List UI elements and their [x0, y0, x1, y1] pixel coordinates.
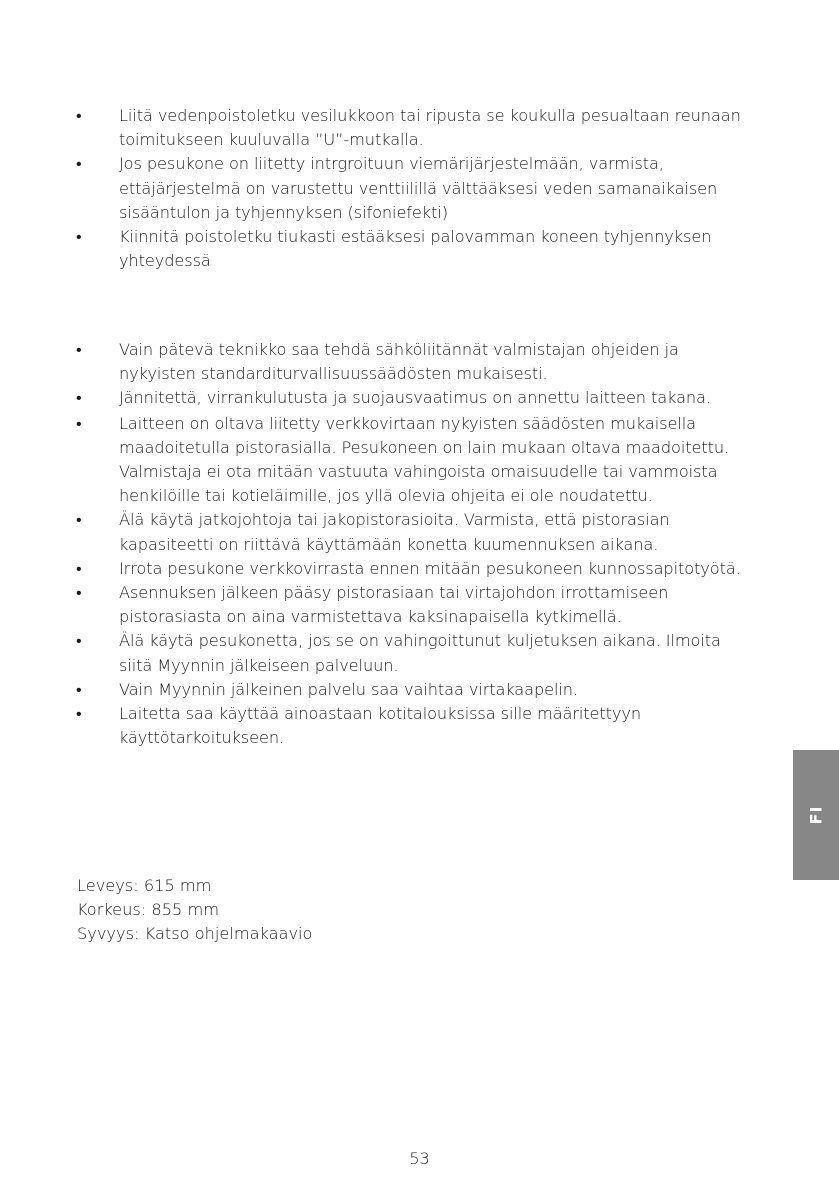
dimension-width: Leveys: 615 mm	[77, 876, 212, 895]
dimension-height: Korkeus: 855 mm	[77, 900, 219, 920]
list-item	[76, 508, 756, 556]
list-item	[76, 152, 756, 225]
dimension-depth: Syvyys: Katso ohjelmakaavio	[77, 924, 313, 944]
bullet-icon: •	[76, 631, 82, 651]
bullet-icon: •	[76, 227, 82, 247]
bullet-icon: •	[76, 583, 82, 603]
list-item	[76, 629, 756, 677]
list-item-text: Älä käytä jatkojohtoja tai jakopistorasioita. Varmista, että pistorasian kapasiteetti on riittävä käyttämään konetta kuumennuksen aikana.	[119, 510, 670, 554]
dimensions-block	[77, 874, 312, 947]
list-item-text: Jännitettä, virrankulutusta ja suojausvaatimus on annettu laitteen takana.	[119, 388, 711, 408]
list-item	[76, 412, 756, 509]
bullet-icon: •	[76, 106, 82, 125]
bullet-icon: •	[76, 558, 82, 578]
drainage-instructions-list	[76, 104, 756, 273]
list-item	[76, 225, 756, 273]
list-item	[76, 557, 756, 581]
list-item-text: Laitteen on oltava liitetty verkkovirtaan nykyisten säädösten mukaisella maadoitetulla pistorasialla. Pesukoneen on lain mukaan oltava maadoitettu. Valmistaja ei ota mitään vastuuta vahingoista omaisuudelle tai vammoista henkilöille tai kotieläimille, jos yllä olevia ohjeita ei ole noudatettu.	[119, 413, 730, 506]
list-item-text: Liitä vedenpoistoletku vesilukkoon tai ripusta se koukulla pesualtaan reunaan toimitukseen kuuluvalla ”U”-mutkalla.	[119, 106, 741, 150]
list-item-text: Laitetta saa käyttää ainoastaan kotitalouksissa sille määritettyyn käyttötarkoitukseen.	[119, 704, 642, 748]
list-item-text: Asennuksen jälkeen pääsy pistorasiaan tai virtajohdon irrottamiseen pistorasiasta on aina varmistettava kaksinapaisella kytkimellä.	[119, 583, 669, 627]
list-item-text: Jos pesukone on liitetty intrgroituun viemärijärjestelmään, varmista, ettäjärjestelmä on varustettu venttiilillä välttääksesi veden samanaikaisen sisääntulon ja tyhjennyksen (sifoniefekti)	[119, 154, 718, 222]
language-tab-label: FI	[806, 805, 826, 825]
list-item	[76, 702, 756, 750]
list-item-text: Älä käytä pesukonetta, jos se on vahingoittunut kuljetuksen aikana. Ilmoita siitä Myynnin jälkeiseen palveluun.	[119, 631, 721, 675]
bullet-icon: •	[76, 340, 82, 359]
list-item	[76, 386, 756, 410]
electrical-instructions-list	[76, 338, 756, 750]
list-item-text: Irrota pesukone verkkovirrasta ennen mitään pesukoneen kunnossapitotyötä.	[119, 558, 741, 578]
language-tab	[793, 750, 839, 880]
bullet-icon: •	[76, 413, 82, 433]
list-item	[76, 338, 756, 386]
list-item	[76, 678, 756, 702]
list-item	[76, 581, 756, 629]
list-item-text: Kiinnitä poistoletku tiukasti estääksesi palovamman koneen tyhjennyksen yhteydessä	[119, 227, 712, 271]
list-item-text: Vain pätevä teknikko saa tehdä sähköliitännät valmistajan ohjeiden ja nykyisten standarditurvallisuussäädösten mukaisesti.	[119, 340, 679, 384]
bullet-icon: •	[76, 154, 82, 174]
list-item	[76, 104, 756, 152]
bullet-icon: •	[76, 679, 82, 699]
bullet-icon: •	[76, 704, 82, 724]
bullet-icon: •	[76, 510, 82, 530]
bullet-icon: •	[76, 388, 82, 408]
page-number: 53	[409, 1149, 430, 1168]
list-item-text: Vain Myynnin jälkeinen palvelu saa vaihtaa virtakaapelin.	[119, 679, 578, 699]
